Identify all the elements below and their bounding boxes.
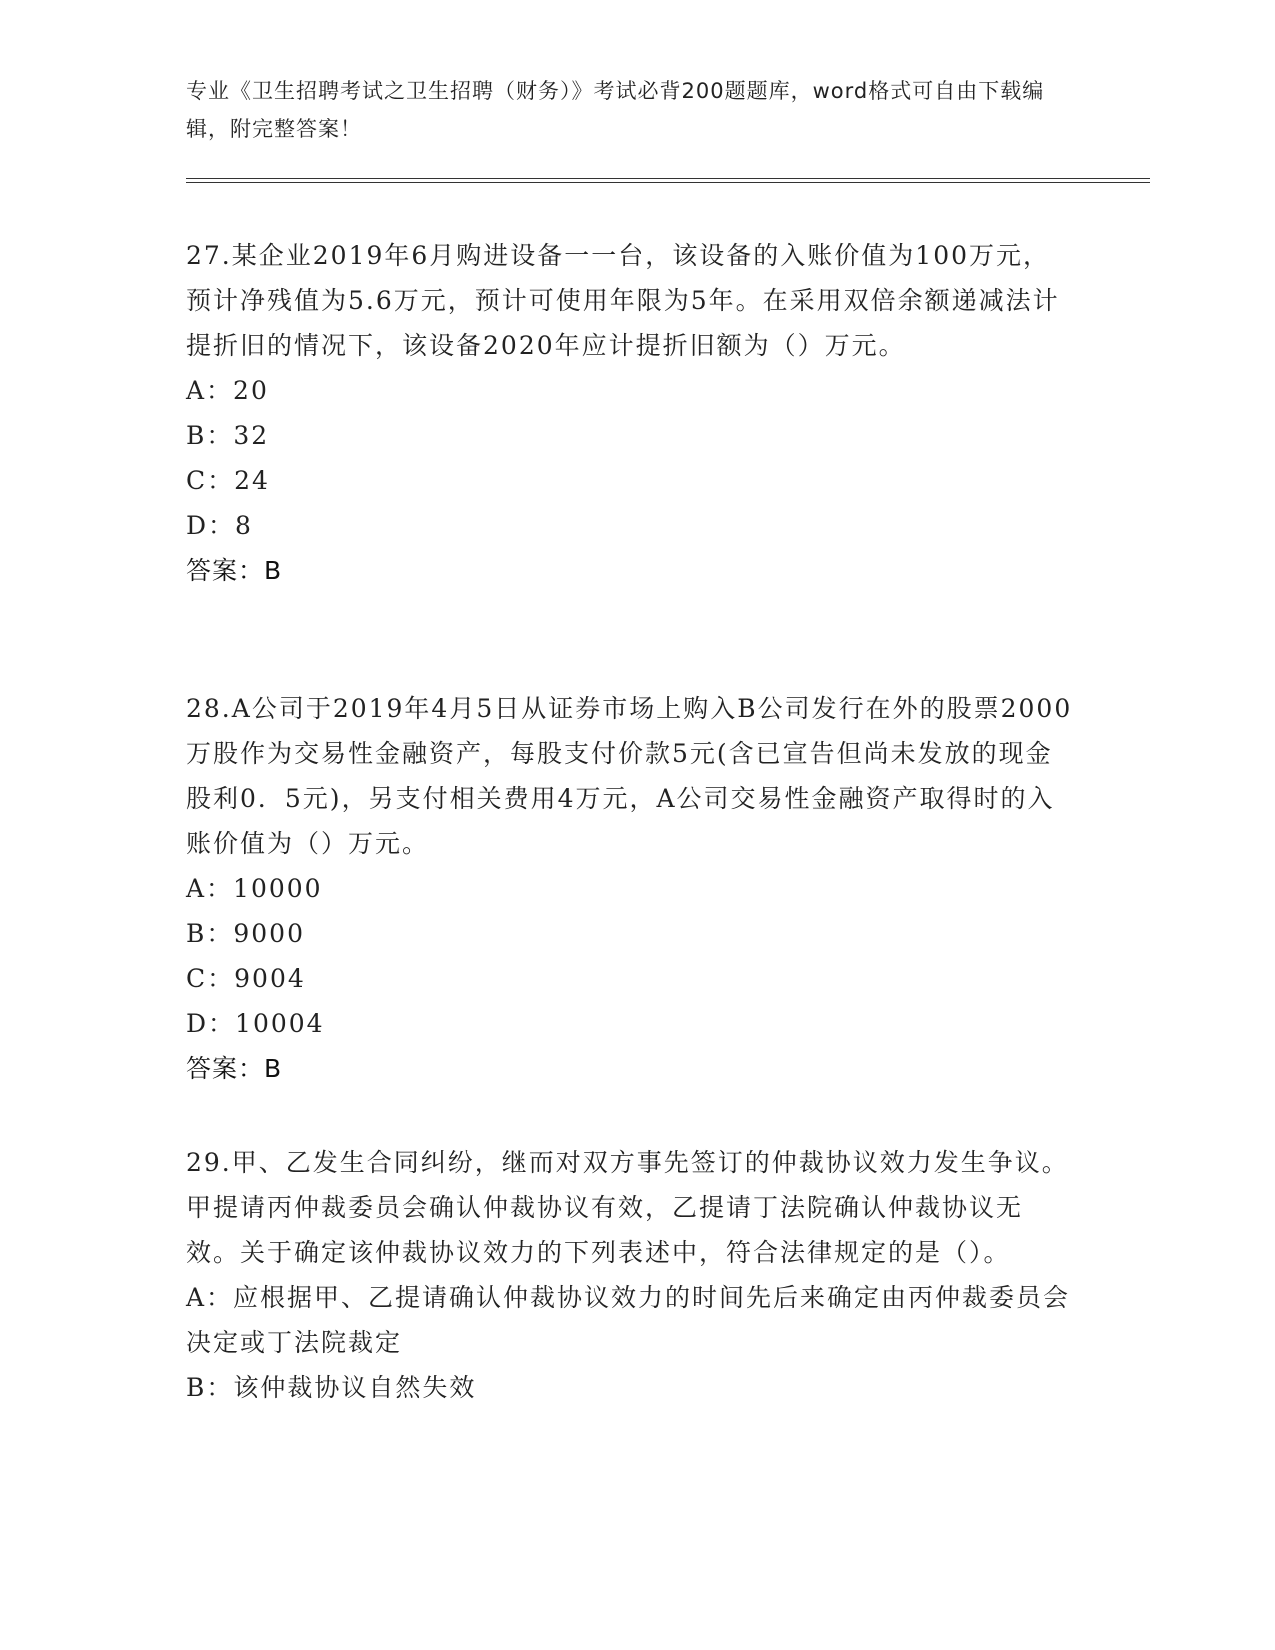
- answer-text: 答案：B: [186, 556, 283, 585]
- question-stem: 28.A公司于2019年4月5日从证券市场上购入B公司发行在外的股票2000万股作为交易性金融资产，每股支付价款5元(含已宣告但尚未发放的现金股利0．5元)，另支付相关费用4万元，A公司交易性金融资产取得时的入账价值为（）万元。: [186, 694, 1073, 858]
- option-c: C：9004: [186, 964, 306, 993]
- answer-text: 答案：B: [186, 1054, 283, 1083]
- question-stem: 27.某企业2019年6月购进设备一一台，该设备的入账价值为100万元，预计净残值为5.6万元，预计可使用年限为5年。在采用双倍余额递减法计提折旧的情况下，该设备2020年应计提折旧额为（）万元。: [186, 241, 1060, 360]
- question-29: [186, 1140, 1076, 1410]
- option-b: B：9000: [186, 919, 305, 948]
- header-divider-bottom: [186, 182, 1150, 183]
- option-a: A：20: [186, 376, 269, 405]
- option-b: B：32: [186, 421, 270, 450]
- question-28: [186, 686, 1076, 1091]
- header-divider-top: [186, 178, 1150, 179]
- document-header: 专业《卫生招聘考试之卫生招聘（财务）》考试必背200题题库，word格式可自由下载编辑，附完整答案！: [186, 79, 1045, 141]
- option-b: B：该仲裁协议自然失效: [186, 1373, 477, 1402]
- option-a: A：10000: [186, 874, 323, 903]
- question-stem: 29.甲、乙发生合同纠纷，继而对双方事先签订的仲裁协议效力发生争议。甲提请丙仲裁委员会确认仲裁协议有效，乙提请丁法院确认仲裁协议无效。关于确定该仲裁协议效力的下列表述中，符合法律规定的是（）。: [186, 1148, 1069, 1267]
- option-a: A：应根据甲、乙提请确认仲裁协议效力的时间先后来确定由丙仲裁委员会决定或丁法院裁定: [186, 1283, 1071, 1357]
- option-d: D：8: [186, 511, 253, 540]
- option-d: D：10004: [186, 1009, 325, 1038]
- question-27: [186, 233, 1076, 593]
- option-c: C：24: [186, 466, 270, 495]
